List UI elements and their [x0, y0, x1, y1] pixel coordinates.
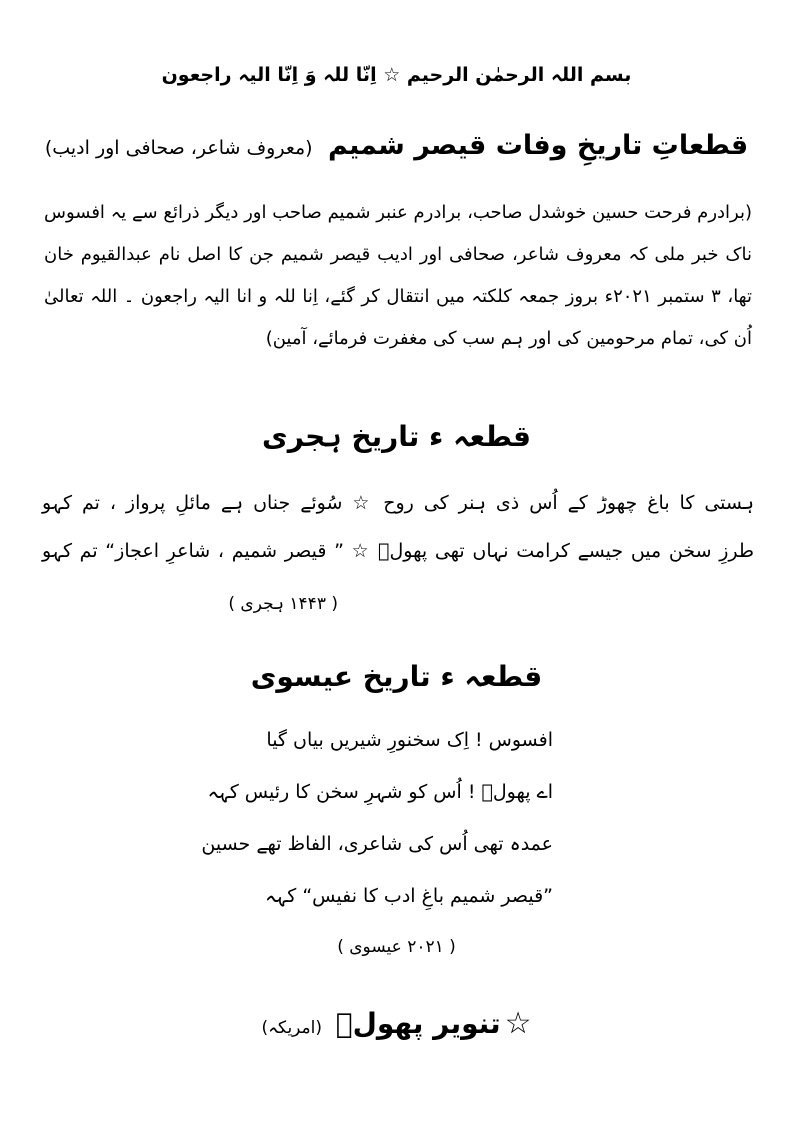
- page-title: [0, 130, 793, 161]
- hijri-verse-line: طرزِ سخن میں جیسے کرامت نہاں تھی پھولؔ ☆ ” قیصر شمیم ، شاعرِ اعجاز“ تم کہو: [42, 540, 754, 562]
- star-icon: ☆: [504, 1006, 532, 1041]
- poem-line: اے پھولؔ ! اُس کو شہرِ سخن کا رئیس کہہ: [207, 781, 553, 803]
- hijri-section-heading: قطعہ ء تاریخ ہجری: [262, 420, 531, 453]
- title-main: قطعاتِ تاریخِ وفات قیصر شمیم: [327, 130, 749, 161]
- title-subtitle: (معروف شاعر، صحافی اور ادیب): [44, 137, 313, 159]
- isvi-section-heading: قطعہ ء تاریخ عیسوی: [250, 660, 543, 693]
- author-signature: [0, 1006, 793, 1041]
- poem-line: ”قیصر شمیم باغِ ادب کا نفیس“ کہہ: [264, 885, 553, 907]
- hijri-verse-line: ہستی کا باغ چھوڑ کے اُس ذی ہنر کی روح ☆ سُوئے جناں ہے مائلِ پرواز ، تم کہو: [42, 492, 754, 514]
- bismillah-heading: بسم اللہ الرحمٰن الرحیم ☆ اِنّا للہ وَ اِنّا الیہ راجعون: [161, 64, 632, 86]
- author-name: تنویر پھولؔ: [335, 1007, 501, 1040]
- isvi-year-label: ( ۲۰۲۱ عیسوی ): [337, 937, 456, 957]
- hijri-year-label: ( ۱۴۴۳ ہجری ): [228, 594, 338, 614]
- isvi-poem: [201, 728, 553, 936]
- intro-paragraph: (برادرم فرحت حسین خوشدل صاحب، برادرم عنبر شمیم صاحب اور دیگر ذرائع سے یہ افسوس ناک خبر ملی کہ معروف شاعر، صحافی اور ادیب قیصر شمیم جن کا اصل نام عبدالقیوم خان تھا، ۳ ستمبر ۲۰۲۱ء بروز جمعہ کلکتہ میں انتقال کر گئے، اِنا للہ و انا الیہ راجعون ۔ اللہ تعالیٰ اُن کی، تمام مرحومین کی اور ہم سب کی مغفرت فرمائے، آمین): [44, 202, 752, 349]
- poem-line: عمدہ تھی اُس کی شاعری، الفاظ تھے حسین: [201, 833, 553, 855]
- author-location: (امریکہ): [261, 1018, 323, 1038]
- poem-line: افسوس ! اِک سخنورِ شیریں بیاں گیا: [266, 729, 553, 751]
